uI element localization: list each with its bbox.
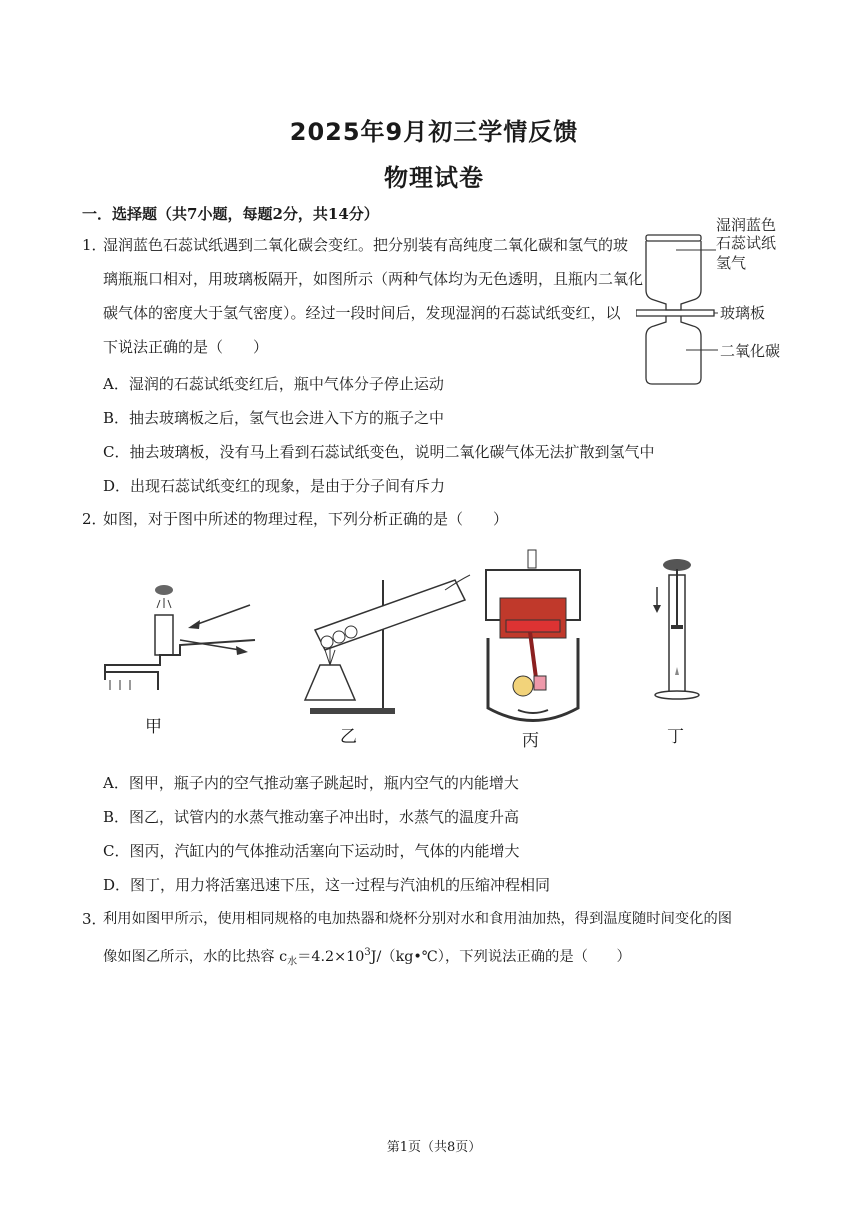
q2-option-b: B．图乙，试管内的水蒸气推动塞子冲出时，水蒸气的温度升高 xyxy=(103,808,520,826)
figure-jia xyxy=(100,580,270,690)
page-title: 2025年9月初三学情反馈 xyxy=(289,118,579,146)
crank-wheel xyxy=(513,676,533,696)
q2-number: 2． xyxy=(82,510,107,528)
q1-option-b: B．抽去玻璃板之后，氢气也会进入下方的瓶子之中 xyxy=(103,409,445,427)
page-subtitle: 物理试卷 xyxy=(384,164,484,192)
q1-option-c: C．抽去玻璃板，没有马上看到石蕊试纸变色，说明二氧化碳气体无法扩散到氢气中 xyxy=(103,443,655,461)
q1-line-3: 碳气体的密度大于氢气密度）。经过一段时间后，发现湿润的石蕊试纸变红，以 xyxy=(103,304,621,322)
figure-label-bing: 丙 xyxy=(522,731,539,751)
q1-option-a: A．湿润的石蕊试纸变红后，瓶中气体分子停止运动 xyxy=(103,375,444,393)
figure-label-jia: 甲 xyxy=(145,717,162,737)
figure-bing xyxy=(478,548,588,726)
label-paper-1: 湿润蓝色 xyxy=(716,216,777,234)
q3-line-1: 利用如图甲所示，使用相同规格的电加热器和烧杯分别对水和食用油加热，得到温度随时间变化的图 xyxy=(103,911,733,927)
q3-line-2: 像如图乙所示，水的比热容 $c_水=4.2\times 10^3J/(kg•℃)$，下列说法正确的是（ ） xyxy=(103,947,631,968)
q1-option-d: D．出现石蕊试纸变红的现象，是由于分子间有斥力 xyxy=(103,477,446,495)
hydrogen-bottle xyxy=(646,241,701,310)
section-heading: 一．选择题（共7小题，每题2分，共14分） xyxy=(82,205,379,223)
label-paper-2: 石蕊试纸 xyxy=(716,234,777,252)
piston xyxy=(506,620,560,632)
q1-number: 1． xyxy=(82,236,107,254)
lamp xyxy=(305,665,355,700)
pump-base xyxy=(655,691,699,699)
figure-ding xyxy=(645,555,705,705)
q3-number: 3． xyxy=(82,910,107,928)
label-co2: 二氧化碳 xyxy=(720,342,781,360)
stand-base xyxy=(310,708,395,714)
figure-label-ding: 丁 xyxy=(667,727,684,747)
stopper xyxy=(155,585,173,595)
q2-option-c: C．图丙，汽缸内的气体推动活塞向下运动时，气体的内能增大 xyxy=(103,842,520,860)
q2-stem: 如图，对于图中所述的物理过程，下列分析正确的是（ ） xyxy=(103,510,509,528)
q2-option-a: A．图甲，瓶子内的空气推动塞子跳起时，瓶内空气的内能增大 xyxy=(103,774,519,792)
figure-label-yi: 乙 xyxy=(340,727,357,747)
page-footer: 第1页（共8页） xyxy=(386,1140,482,1155)
figure-yi xyxy=(295,570,475,720)
paper-strip xyxy=(646,235,701,241)
down-arrow-icon xyxy=(653,605,661,613)
label-hydrogen: 氢气 xyxy=(716,254,747,272)
q2-option-d: D．图丁，用力将活塞迅速下压，这一过程与汽油机的压缩冲程相同 xyxy=(103,876,551,894)
label-glass: 玻璃板 xyxy=(720,304,766,322)
bottle xyxy=(155,615,173,655)
q1-line-4: 下说法正确的是（ ） xyxy=(103,338,269,356)
glass-plate xyxy=(636,310,714,316)
q1-line-2: 璃瓶瓶口相对，用玻璃板隔开，如图所示（两种气体均为无色透明，且瓶内二氧化 xyxy=(103,270,644,288)
q1-bottles-figure xyxy=(636,210,796,390)
q1-line-1: 湿润蓝色石蕊试纸遇到二氧化碳会变红。把分别装有高纯度二氧化碳和氢气的玻 xyxy=(103,236,629,254)
